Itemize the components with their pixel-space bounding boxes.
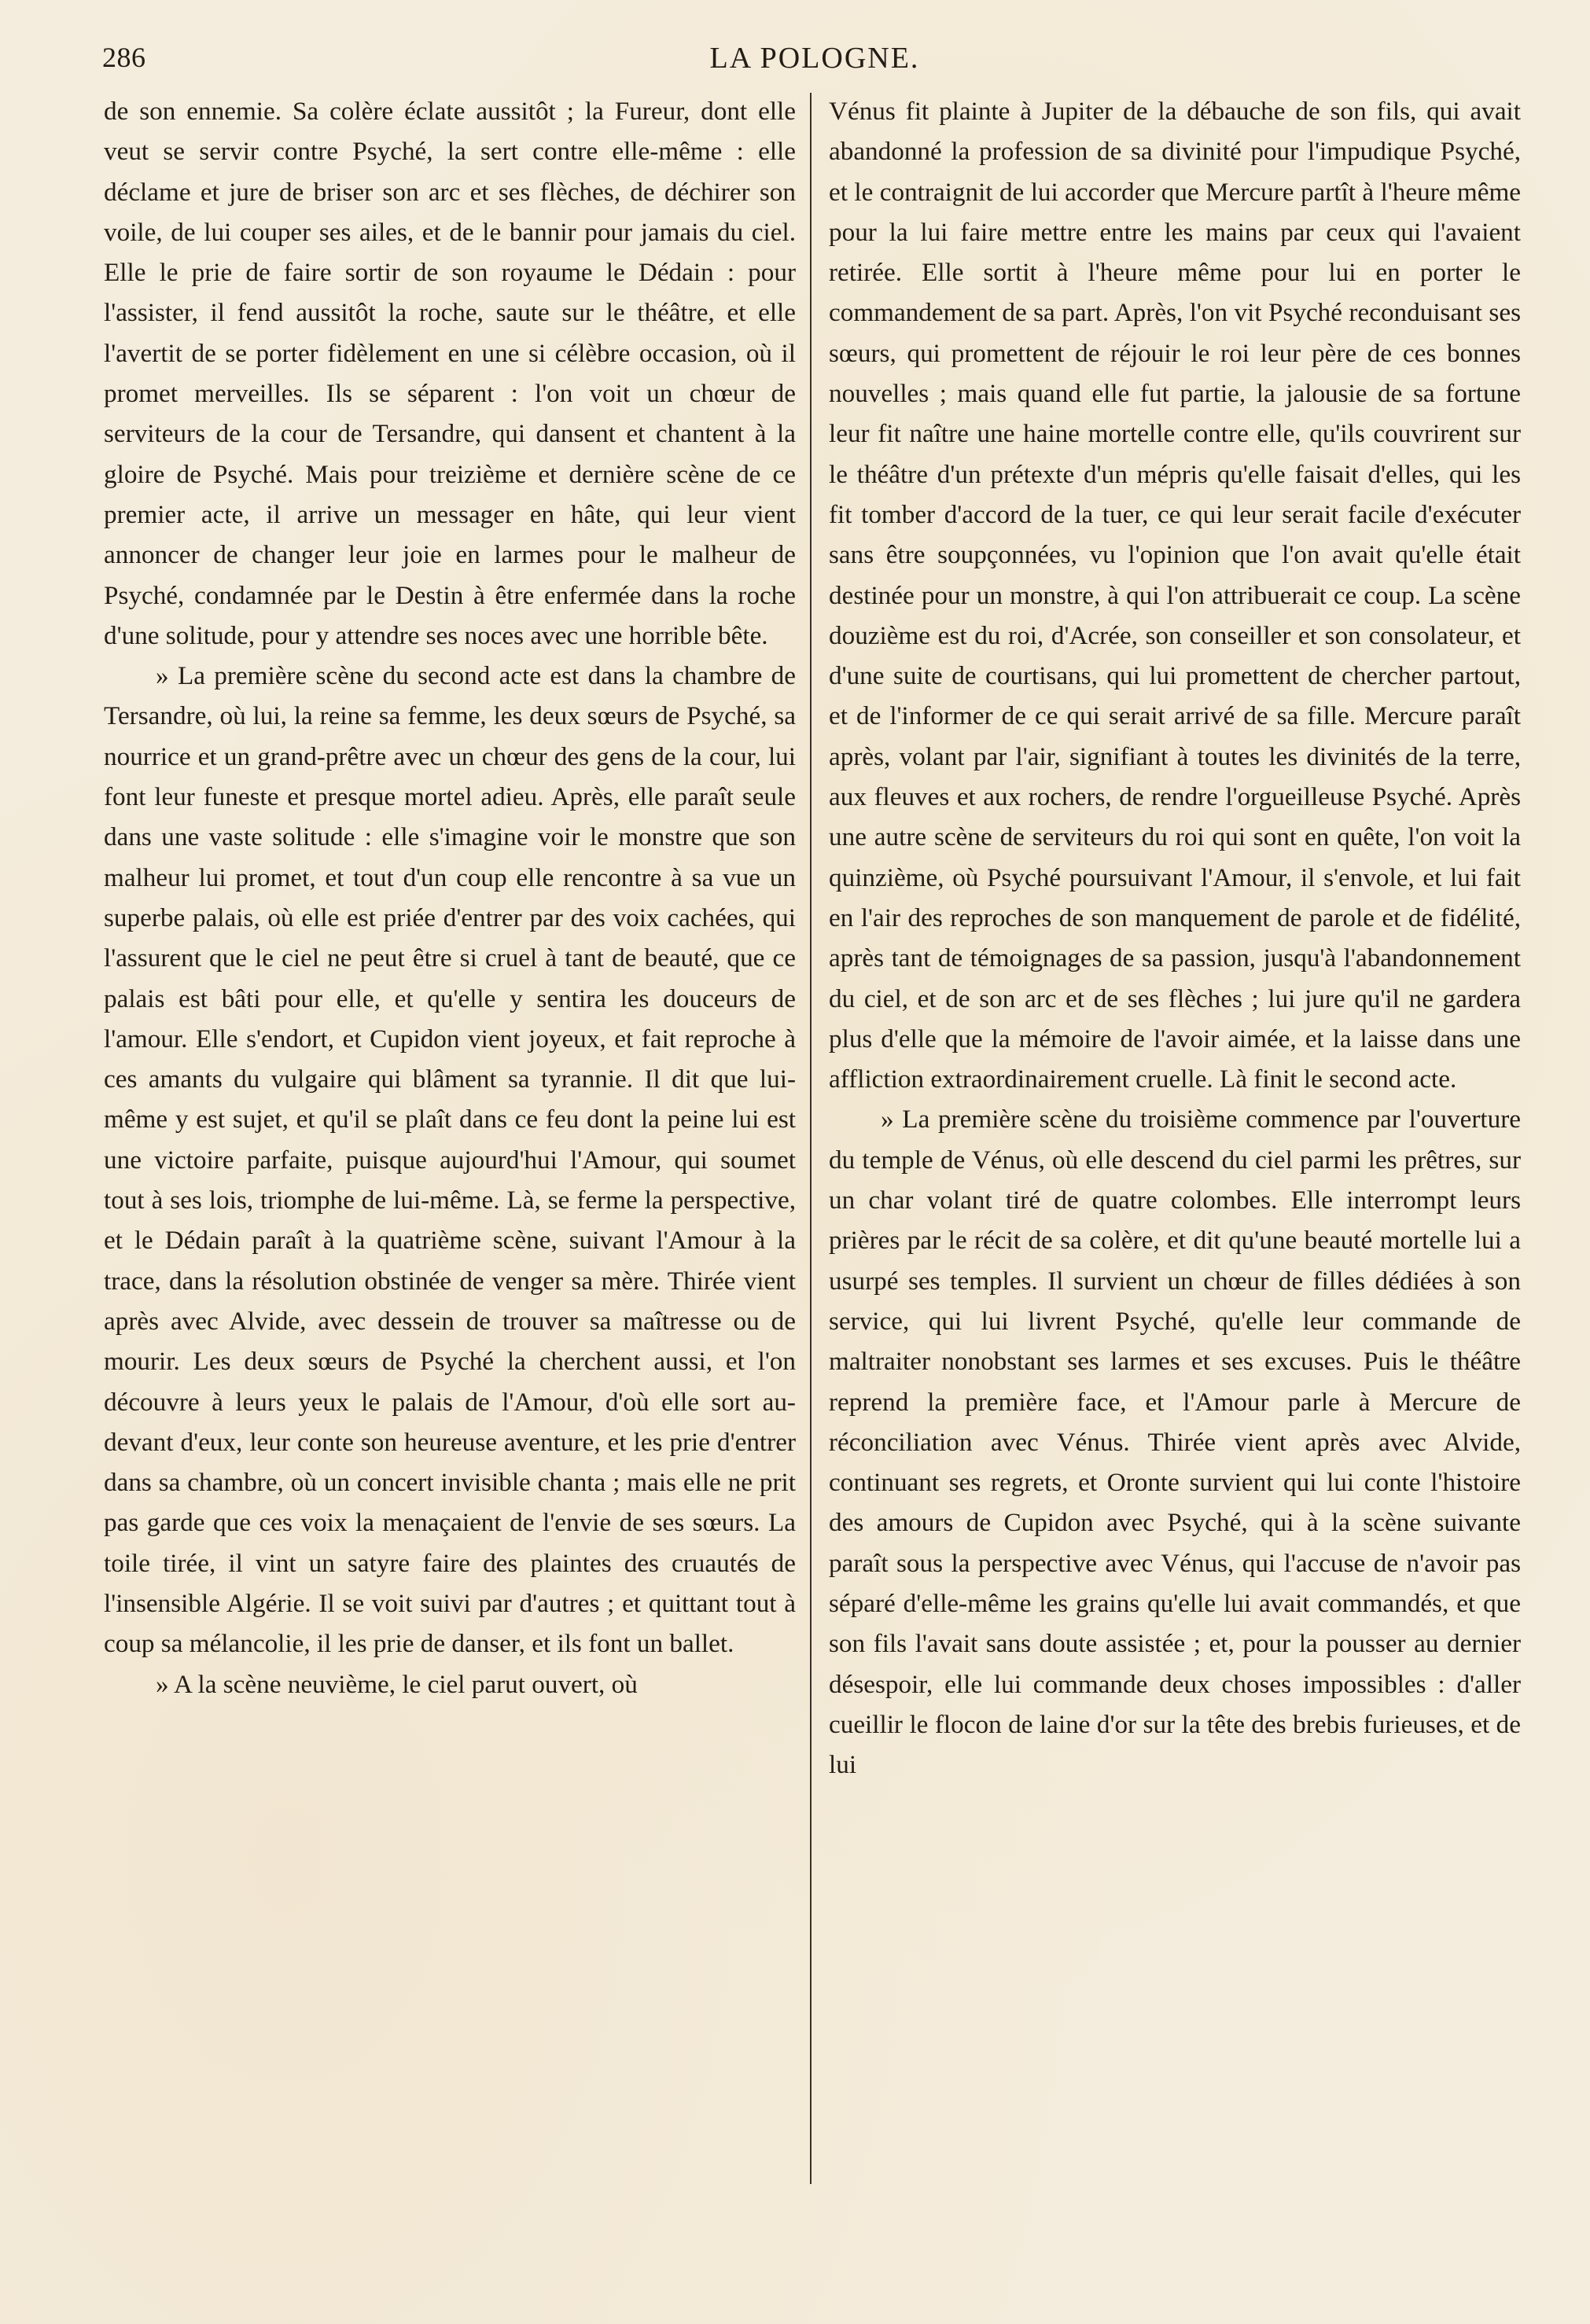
page-header [102,41,1527,80]
right-column [829,91,1521,1785]
left-column [104,91,796,1704]
paragraph: de son ennemie. Sa colère éclate aussitôt ; la Fureur, dont elle veut se servir contre Psyché, la sert contre elle-même : elle déclame et jure de briser son arc et ses flèches, de déchirer son voile, de lui couper ses ailes, et de le bannir pour jamais du ciel. Elle le prie de faire sortir de son royaume le Dédain : pour l'assister, il fend aussitôt la roche, saute sur le théâtre, et elle l'avertit de se porter fidèlement en une si célèbre occasion, où il promet merveilles. Ils se séparent : l'on voit un chœur de serviteurs de la cour de Tersandre, qui dansent et chantent à la gloire de Psyché. Mais pour treizième et dernière scène de ce premier acte, il arrive un messager en hâte, qui leur vient annoncer de changer leur joie en larmes pour le malheur de Psyché, condamnée par le Destin à être enfermée dans la roche d'une solitude, pour y attendre ses noces avec une horrible bête. [104,97,796,650]
page-number: 286 [102,42,146,73]
paragraph: » A la scène neuvième, le ciel parut ouvert, où [156,1669,638,1699]
paragraph: » La première scène du second acte est dans la chambre de Tersandre, où lui, la reine sa femme, les deux sœurs de Psyché, sa nourrice et un grand-prêtre avec un chœur des gens de la cour, lui font leur funeste et presque mortel adieu. Après, elle paraît seule dans une vaste solitude : elle s'imagine voir le monstre que son malheur lui promet, et tout d'un coup elle rencontre à sa vue un superbe palais, où elle est priée d'entrer par des voix cachées, qui l'assurent que le ciel ne peut être si cruel à tant de beauté, que ce palais est bâti pour elle, et qu'elle y sentira les douceurs de l'amour. Elle s'endort, et Cupidon vient joyeux, et fait reproche à ces amants du vulgaire qui blâment sa tyrannie. Il dit que lui-même y est sujet, et qu'il se plaît dans ce feu dont la peine lui est une victoire parfaite, puisque aujourd'hui l'Amour, qui soumet tout à ses lois, triomphe de lui-même. Là, se ferme la perspective, et le Dédain paraît à la quatrième scène, suivant l'Amour à la trace, dans la résolution obstinée de venger sa mère. Thirée vient après avec Alvide, avec dessein de trouver sa maîtresse ou de mourir. Les deux sœurs de Psyché la cherchent aussi, et l'on découvre à leurs yeux le palais de l'Amour, d'où elle sort au-devant d'eux, leur conte son heureuse aventure, et les prie d'entrer dans sa chambre, où un concert invisible chanta ; mais elle ne prit pas garde que ces voix la menaçaient de l'envie de ses sœurs. La toile tirée, il vint un satyre faire des plaintes des cruautés de l'insensible Algérie. Il se voit suivi par d'autres ; et quittant tout à coup sa mélancolie, il les prie de danser, et ils font un ballet. [104,661,796,1659]
paragraph: Vénus fit plainte à Jupiter de la débauche de son fils, qui avait abandonné la profession de sa divinité pour l'impudique Psyché, et le contraignit de lui accorder que Mercure partît à l'heure même pour la lui faire mettre entre les mains par ceux qui l'avaient retirée. Elle sortit à l'heure même pour lui en porter le commandement de sa part. Après, l'on vit Psyché reconduisant ses sœurs, qui promettent de réjouir le roi leur père de ces bonnes nouvelles ; mais quand elle fut partie, la jalousie de sa fortune leur fit naître une haine mortelle contre elle, qu'ils couvrirent sur le théâtre d'un prétexte d'un mépris qu'elle faisait d'elles, qui les fit tomber d'accord de la tuer, ce qui leur serait facile d'exécuter sans être soupçonnées, vu l'opinion que l'on avait qu'elle était destinée pour un monstre, à qui l'on attribuerait ce coup. La scène douzième est du roi, d'Acrée, son conseiller et son consolateur, et d'une suite de courtisans, qui lui promettent de chercher partout, et de l'informer de ce qui serait arrivé de sa fille. Mercure paraît après, volant par l'air, signifiant à toutes les divinités de la terre, aux fleuves et aux rochers, de rendre l'orgueilleuse Psyché. Après une autre scène de serviteurs du roi qui sont en quête, l'on voit la quinzième, où Psyché poursuivant l'Amour, il s'envole, et lui fait en l'air des reproches de son manquement de parole et de fidélité, après tant de témoignages de sa passion, jusqu'à l'abandonnement du ciel, et de son arc et de ses flèches ; lui jure qu'il ne gardera plus d'elle que la mémoire de l'avoir aimée, et la laisse dans une affliction extraordinairement cruelle. Là finit le second acte. [829,97,1521,1094]
paragraph: » La première scène du troisième commence par l'ouverture du temple de Vénus, où elle descend du ciel parmi les prêtres, sur un char volant tiré de quatre colombes. Elle interrompt leurs prières par le récit de sa colère, et dit qu'une beauté mortelle lui a usurpé ses temples. Il survient un chœur de filles dédiées à son service, qui lui livrent Psyché, qu'elle leur commande de maltraiter nonobstant ses larmes et ses excuses. Puis le théâtre reprend la première face, et l'Amour parle à Mercure de réconciliation avec Vénus. Thirée vient après avec Alvide, continuant ses regrets, et Oronte survient qui lui conte l'histoire des amours de Cupidon avec Psyché, qui à la scène suivante paraît sous la perspective avec Vénus, qui l'accuse de n'avoir pas séparé d'elle-même les grains qu'elle lui avait commandés, et que son fils l'avait sans doute assistée ; et, pour la pousser au dernier désespoir, elle lui commande deux choses impossibles : d'aller cueillir le flocon de laine d'or sur la tête des brebis furieuses, et de lui [829,1105,1521,1780]
column-divider [810,93,812,2184]
running-title: LA POLOGNE. [709,42,920,75]
